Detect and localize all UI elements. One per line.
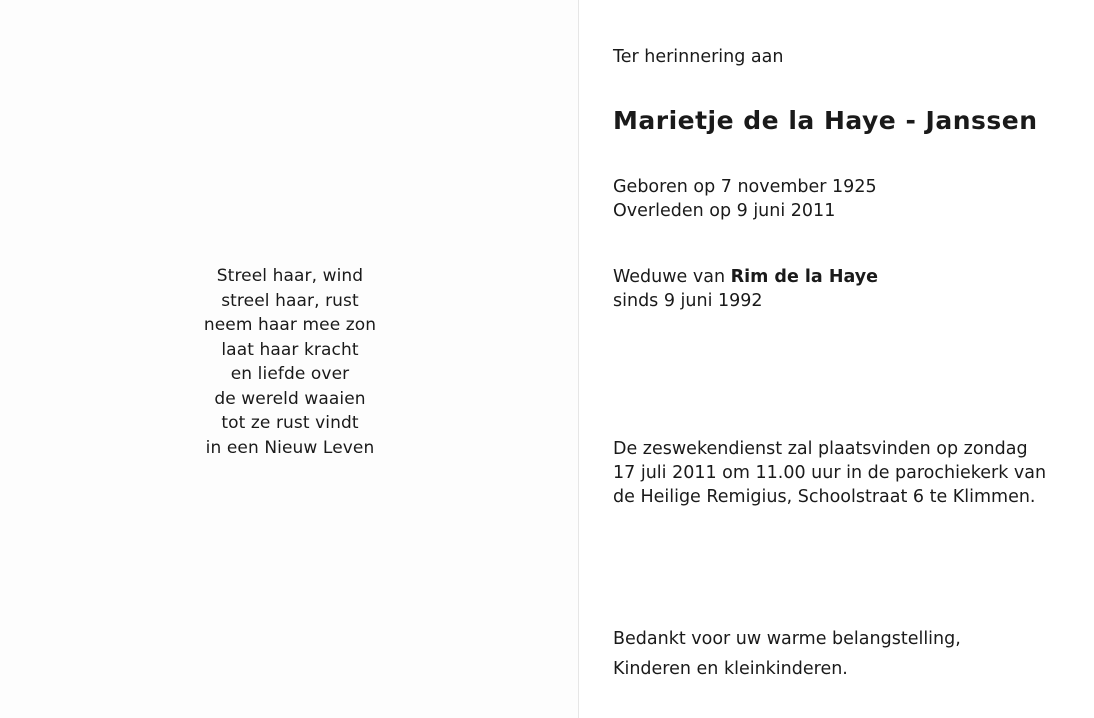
thanks-line: Bedankt voor uw warme belangstelling, bbox=[613, 629, 961, 649]
intro-text: Ter herinnering aan bbox=[613, 47, 784, 67]
poem-line: laat haar kracht bbox=[221, 339, 359, 360]
thanks-line: Kinderen en kleinkinderen. bbox=[613, 659, 848, 679]
service-announcement bbox=[613, 437, 1046, 509]
widow-prefix: Weduwe van bbox=[613, 267, 731, 287]
birth-date: Geboren op 7 november 1925 bbox=[613, 177, 877, 197]
widow-line bbox=[613, 265, 878, 289]
death-date: Overleden op 9 juni 2011 bbox=[613, 201, 836, 221]
spouse-name: Rim de la Haye bbox=[730, 267, 879, 287]
poem-line: streel haar, rust bbox=[221, 290, 359, 311]
poem bbox=[150, 264, 430, 460]
service-line: De zeswekendienst zal plaatsvinden op zondag bbox=[613, 439, 1028, 459]
thanks-note bbox=[613, 624, 961, 684]
life-dates bbox=[613, 175, 877, 223]
service-line: de Heilige Remigius, Schoolstraat 6 te Klimmen. bbox=[613, 487, 1036, 507]
poem-line: tot ze rust vindt bbox=[221, 413, 359, 433]
poem-line: de wereld waaien bbox=[214, 388, 366, 409]
poem-line: in een Nieuw Leven bbox=[205, 437, 375, 458]
service-line: 17 juli 2011 om 11.00 uur in de parochiekerk van bbox=[613, 463, 1047, 483]
deceased-name: Marietje de la Haye - Janssen bbox=[613, 106, 1038, 135]
widow-info bbox=[613, 265, 878, 313]
poem-line: Streel haar, wind bbox=[216, 266, 364, 286]
poem-line: en liefde over bbox=[230, 364, 350, 384]
widow-since: sinds 9 juni 1992 bbox=[613, 291, 763, 311]
poem-line: neem haar mee zon bbox=[203, 315, 377, 335]
